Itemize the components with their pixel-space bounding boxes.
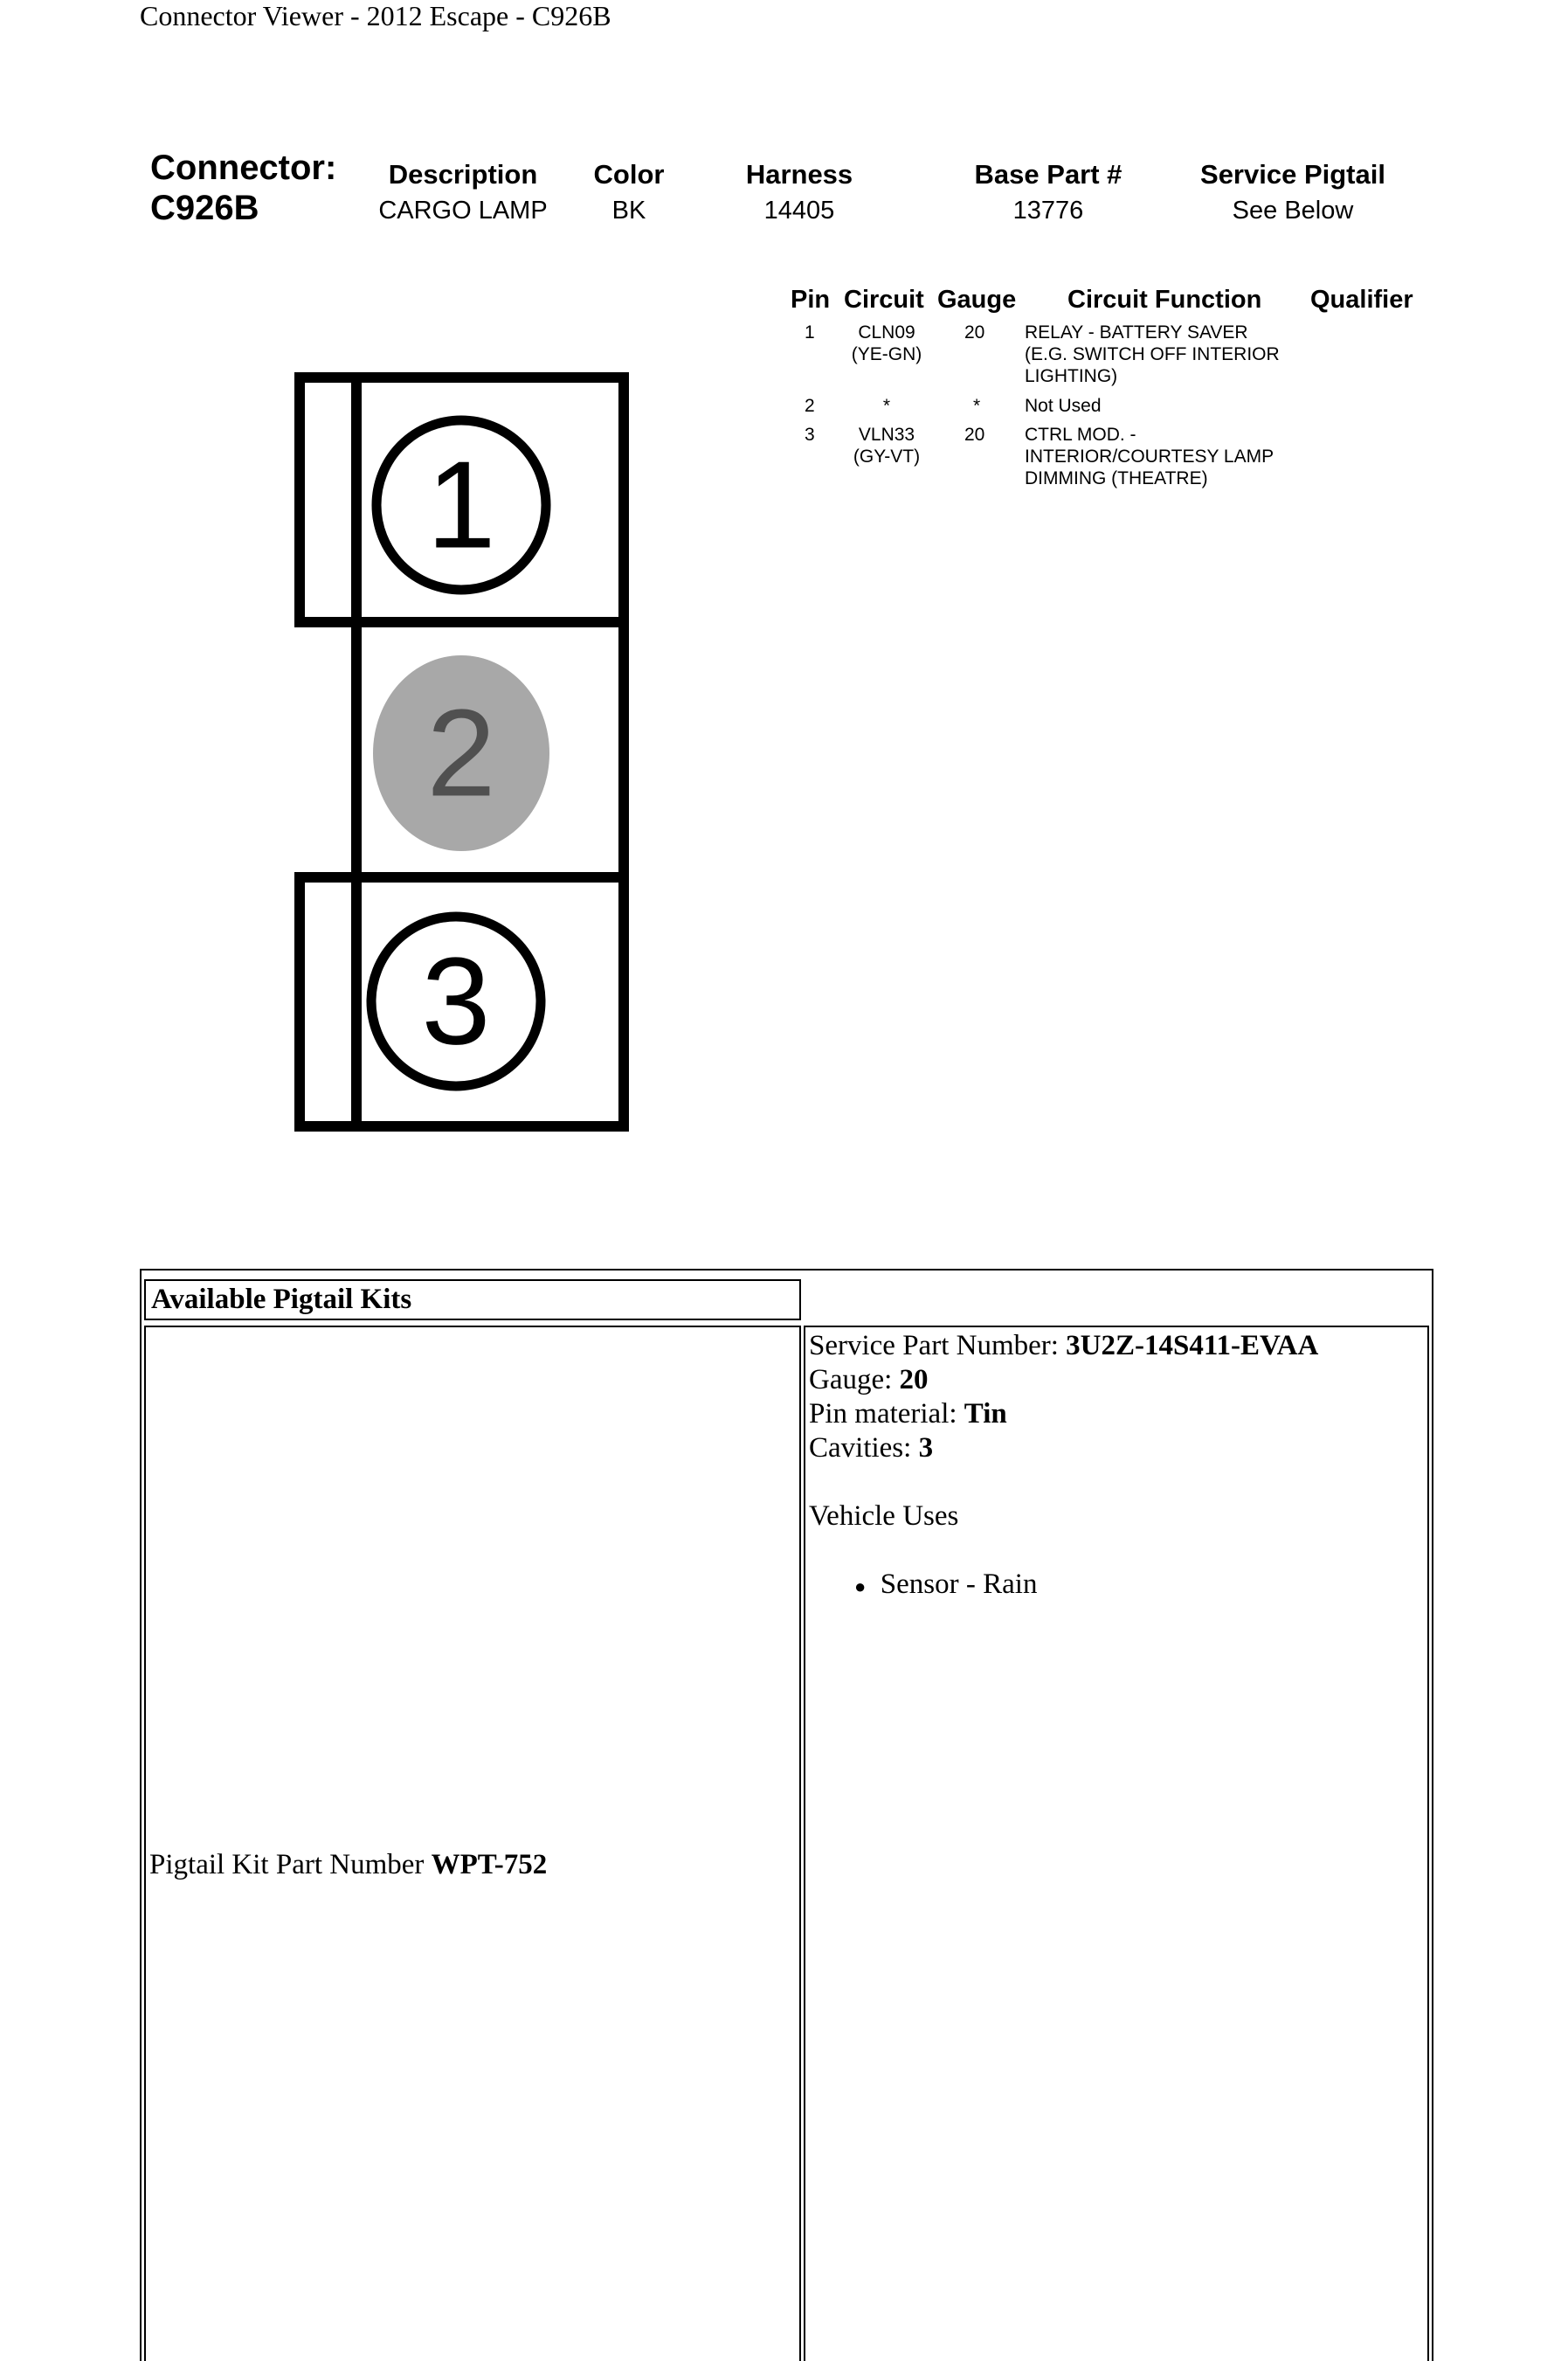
pin-3-circuit-id: VLN33: [858, 425, 915, 445]
service-pigtail-header: Service Pigtail: [1200, 159, 1385, 190]
pin-material-label: Pin material:: [809, 1398, 964, 1430]
gauge-label: Gauge:: [809, 1364, 900, 1395]
pin-3-gauge: 20: [964, 425, 985, 445]
base-part-header: Base Part #: [974, 159, 1122, 190]
pin-material-line: [809, 1397, 1318, 1431]
page-title: Connector Viewer - 2012 Escape - C926B: [140, 0, 611, 31]
connector-id: C926B: [150, 189, 259, 227]
color-header: Color: [593, 159, 665, 190]
pin-1-gauge: 20: [964, 322, 985, 343]
pin-3-number: 3: [805, 425, 815, 445]
service-part-line: [809, 1329, 1318, 1363]
gauge-header: Gauge: [937, 286, 1017, 314]
pigtail-details: [809, 1329, 1318, 1603]
pin-3-function-line: DIMMING (THEATRE): [1025, 468, 1208, 488]
pin-1-function-line: (E.G. SWITCH OFF INTERIOR: [1025, 344, 1280, 364]
description-value: CARGO LAMP: [378, 197, 548, 225]
circuit-header: Circuit: [844, 286, 924, 314]
pigtail-image-cell: [144, 1326, 801, 2361]
pigtail-details-cell: [804, 1326, 1429, 2361]
pin-2-gauge: *: [973, 396, 981, 416]
pin-header: Pin: [791, 286, 831, 314]
description-header: Description: [388, 159, 538, 190]
cavities-label: Cavities:: [809, 1432, 919, 1464]
service-pigtail-value: See Below: [1232, 197, 1354, 225]
circuit-function-header: Circuit Function: [1067, 286, 1262, 314]
vehicle-use-item: Sensor - Rain: [880, 1568, 1038, 1600]
pin-1-circuit-id: CLN09: [858, 322, 915, 343]
cavities-value: 3: [918, 1432, 934, 1464]
pin-3-function-line: CTRL MOD. -: [1025, 425, 1136, 445]
vehicle-uses-label: Vehicle Uses: [809, 1500, 959, 1532]
service-part-value: 3U2Z-14S411-EVAA: [1066, 1330, 1319, 1361]
vehicle-uses-list: [809, 1568, 1318, 1603]
pin-1-function-line: RELAY - BATTERY SAVER: [1025, 322, 1248, 343]
pigtail-heading-cell: [144, 1279, 801, 1320]
service-part-label: Service Part Number:: [809, 1330, 1067, 1361]
pin-3-function-line: INTERIOR/COURTESY LAMP: [1025, 447, 1274, 467]
pin-1-function-line: LIGHTING): [1025, 366, 1118, 386]
qualifier-header: Qualifier: [1310, 286, 1413, 314]
color-value: BK: [611, 197, 646, 225]
cavity-2-number: 2: [426, 683, 496, 823]
base-part-value: 13776: [1012, 197, 1084, 225]
gauge-value: 20: [899, 1364, 929, 1395]
cavity-1-number: 1: [426, 435, 496, 575]
pigtail-kit-part-label: Pigtail Kit Part Number: [149, 1849, 432, 1880]
pin-2-function: Not Used: [1025, 396, 1102, 416]
pin-2-circuit: *: [882, 396, 891, 416]
cavity-3-number: 3: [421, 931, 491, 1071]
cavity-1-latch: [300, 377, 356, 622]
cavities-line: [809, 1431, 1318, 1465]
pin-1-circuit-color: (YE-GN): [851, 344, 922, 364]
pigtail-heading: Available Pigtail Kits: [151, 1284, 412, 1315]
pigtail-kit-part-value: WPT-752: [431, 1849, 548, 1880]
harness-value: 14405: [763, 197, 835, 225]
gauge-line: [809, 1363, 1318, 1397]
harness-header: Harness: [745, 159, 853, 190]
pin-3-circuit-color: (GY-VT): [853, 447, 921, 467]
pin-material-value: Tin: [964, 1398, 1007, 1430]
pin-1-number: 1: [805, 322, 815, 343]
connector-label: Connector:: [150, 149, 337, 187]
cavity-3-latch: [300, 877, 356, 1126]
connector-diagram: [0, 0, 1568, 1153]
pigtail-kit-part: [149, 1848, 547, 1882]
pin-2-number: 2: [805, 396, 815, 416]
bullet-icon: ●: [854, 1575, 867, 1597]
